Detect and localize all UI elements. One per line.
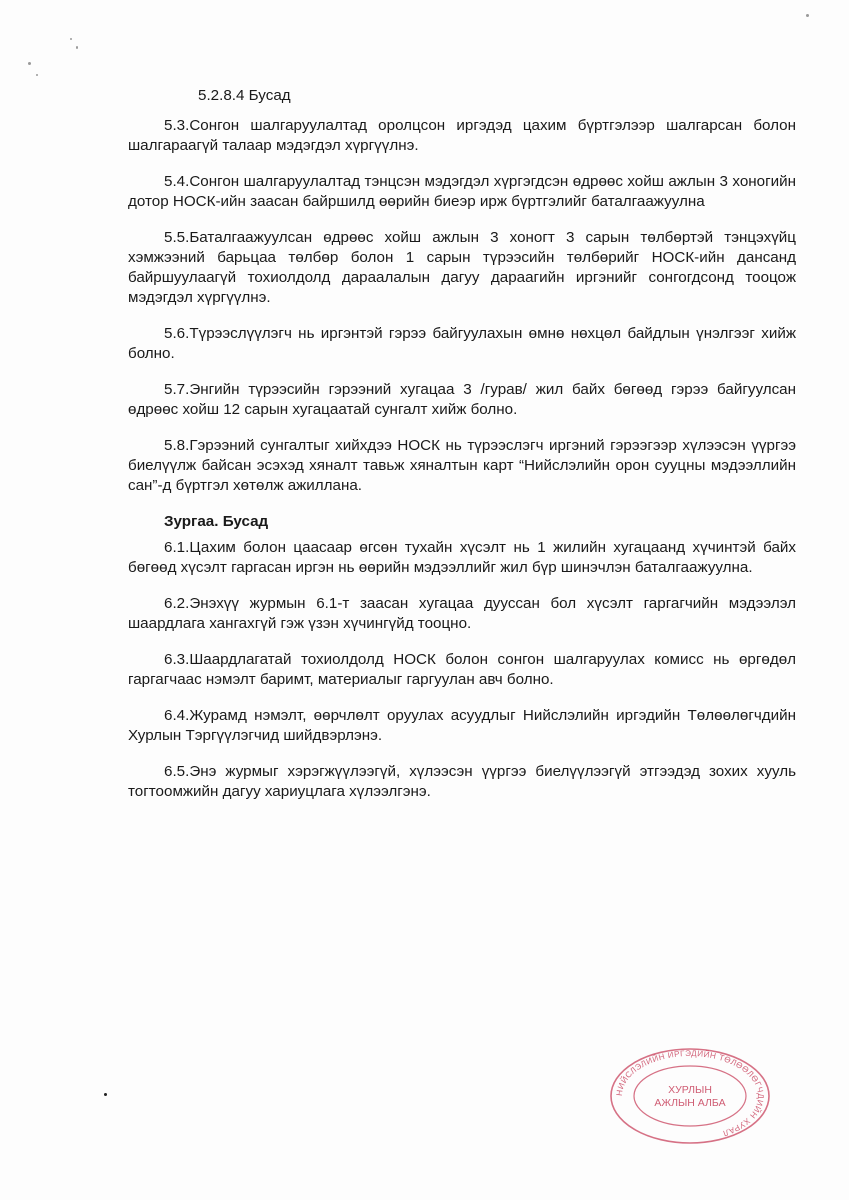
- scan-speck: [70, 38, 72, 40]
- paragraph-5-6: 5.6.Түрээслүүлэгч нь иргэнтэй гэрээ байгуулахын өмнө нөхцөл байдлын үнэлгээг хийж болно.: [128, 325, 796, 362]
- paragraph-6-2: 6.2.Энэхүү журмын 6.1-т заасан хугацаа дууссан бол хүсэлт гаргагчийн мэдээлэл шаардлага хангахгүй гэж үзэн хүчингүйд тооцно.: [128, 595, 796, 632]
- paragraph-5-3: 5.3.Сонгон шалгаруулалтад оролцсон иргэдэд цахим бүртгэлээр шалгарсан болон шалгараагүй талаар мэдэгдэл хүргүүлнэ.: [128, 117, 796, 154]
- document-body: [128, 86, 796, 818]
- paragraph-6-4: 6.4.Журамд нэмэлт, өөрчлөлт оруулах асуудлыг Нийслэлийн иргэдийн Төлөөлөгчдийн Хурлын Тэргүүлэгчид шийдвэрлэнэ.: [128, 707, 796, 744]
- paragraph-6-3: 6.3.Шаардлагатай тохиолдолд НОСК болон сонгон шалгаруулах комисс нь өргөдөл гаргагчаас нэмэлт баримт, материалыг гаргуулан авч болно.: [128, 651, 796, 688]
- scan-speck: [36, 74, 38, 76]
- scan-speck: [76, 46, 78, 49]
- paragraph-5-4: 5.4.Сонгон шалгаруулалтад тэнцсэн мэдэгдэл хүргэгдсэн өдрөөс хойш ажлын 3 хоногийн дотор НОСК-ийн заасан байршилд өөрийн биеэр ирж бүртгэлийг баталгаажуулна: [128, 173, 796, 210]
- stamp-outer-ring: [611, 1049, 769, 1143]
- paragraph-5-5: 5.5.Баталгаажуулсан өдрөөс хойш ажлын 3 хоногт 3 сарын төлбөртэй тэнцэхүйц хэмжээний барьцаа төлбөр болон 1 сарын түрээсийн төлбөрийг НОСК-ийн дансанд байршуулаагүй тохиолдолд дараалалын дагуу дараагийн иргэнийг сонгогдсонд тооцож мэдэгдэл хүргүүлнэ.: [128, 229, 796, 306]
- stamp-inner-ring: [634, 1066, 746, 1126]
- stamp-line1: ХУРЛЫН: [668, 1084, 712, 1096]
- paragraph-5-7: 5.7.Энгийн түрээсийн гэрээний хугацаа 3 /гурав/ жил байх бөгөөд гэрээ байгуулсан өдрөөс хойш 12 сарын хугацаатай сунгалт хийж болно.: [128, 381, 796, 418]
- stamp-ring-text: НИЙСЛЭЛИЙН ИРГЭДИЙН ТӨЛӨӨЛӨГЧДИЙН ХУРАЛ: [614, 1048, 766, 1138]
- scan-speck: [806, 14, 809, 17]
- paragraph-6-5: 6.5.Энэ журмыг хэрэгжүүлээгүй, хүлээсэн үүргээ биелүүлээгүй этгээдэд зохих хууль тогтоомжийн дагуу хариуцлага хүлээлгэнэ.: [128, 763, 796, 800]
- section-6-heading: Зургаа. Бусад: [164, 513, 269, 530]
- paragraph-5-8: 5.8.Гэрээний сунгалтыг хийхдээ НОСК нь түрээслэгч иргэний гэрээгээр хүлээсэн үүргээ биелүүлж байсан эсэхэд хяналт тавьж хяналтын карт “Нийслэлийн орон сууцны мэдээллийн сан”-д бүртгэл хөтөлж ажиллана.: [128, 437, 796, 494]
- scan-speck: [28, 62, 31, 65]
- subheading-5-2-8-4: 5.2.8.4 Бусад: [198, 87, 291, 104]
- office-stamp: [608, 1046, 772, 1146]
- stamp-line2: АЖЛЫН АЛБА: [654, 1097, 726, 1109]
- paragraph-6-1: 6.1.Цахим болон цаасаар өгсөн тухайн хүсэлт нь 1 жилийн хугацаанд хүчинтэй байх бөгөөд хүсэлт гаргасан иргэн нь өөрийн мэдээллийг жил бүр шинэчлэн баталгаажуулна.: [128, 539, 796, 576]
- margin-dot: [104, 1093, 107, 1096]
